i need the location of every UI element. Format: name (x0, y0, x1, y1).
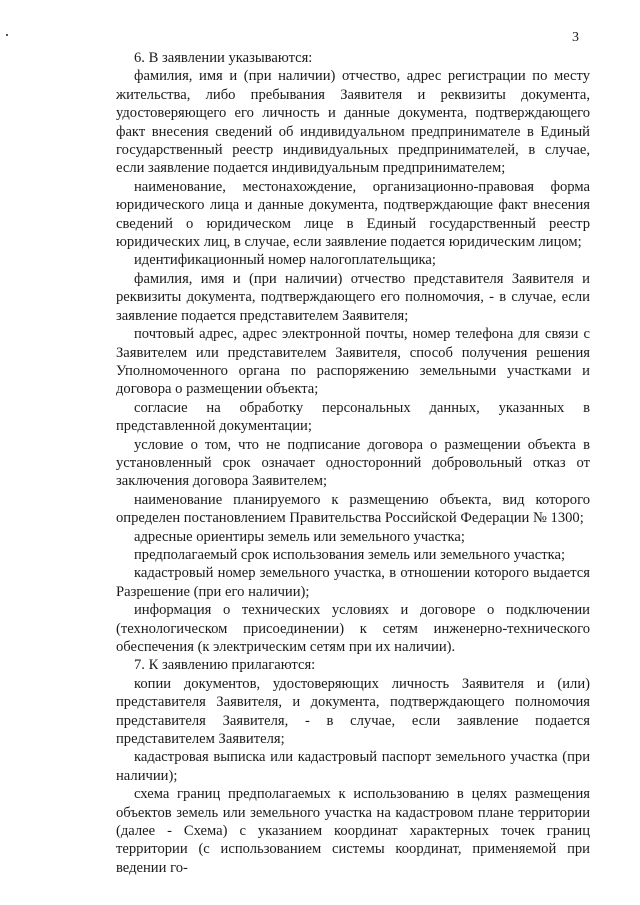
section-7-heading: 7. К заявлению прилагаются: (134, 657, 316, 674)
page-number: 3 (572, 30, 579, 45)
item-contacts: почтовый адрес, адрес электронной почты, номер телефона для связи с Заявителем или представителем Заявителя, способ получения решения Уполномоченного органа по распоряжению земельными участками и договора о размещении объекта; (116, 326, 590, 398)
attachment-boundary-scheme: схема границ предполагаемых к использованию в целях размещения объектов земель или земельного участка на кадастровом плане территории (далее - Схема) с указанием координат характерных точек границ территории (с использованием системы координат, применяемой при ведении го- (116, 786, 590, 876)
section-6-heading: 6. В заявлении указываются: (134, 50, 313, 66)
item-cadastral-number: кадастровый номер земельного участка, в отношении которого выдается Разрешение (при его наличии); (116, 565, 590, 600)
document-body (116, 49, 590, 877)
item-personal-data-consent: согласие на обработку персональных данных, указанных в представленной документации; (116, 399, 590, 435)
attachment-identity-copies: копии документов, удостоверяющих личность Заявителя и (или) представителя Заявителя, и документа, подтверждающего полномочия представителя Заявителя, - в случае, если заявление подается представителем Заявителя; (116, 675, 590, 748)
item-technical-conditions: информация о технических условиях и договоре о подключении (технологическом присоединении) к сетям инженерно-технического обеспечения (к электрическим сетям при их наличии). (116, 602, 590, 655)
item-applicant-individual: фамилия, имя и (при наличии) отчество, адрес регистрации по месту жительства, либо пребывания Заявителя и реквизиты документа, удостоверяющего его личность и данные документа, подтверждающего факт внесения сведений об индивидуальном предпринимателе в Единый государственный реестр индивидуальных предпринимателей, в случае, если заявление подается индивидуальным предпринимателем; (116, 68, 590, 177)
item-representative: фамилия, имя и (при наличии) отчество представителя Заявителя и реквизиты документа, подтверждающего его полномочия, - в случае, если заявление подается представителем Заявителя; (116, 270, 590, 324)
attachment-cadastral-extract: кадастровая выписка или кадастровый паспорт земельного участка (при наличии); (116, 749, 590, 784)
margin-mark (6, 34, 8, 36)
item-address-landmarks: адресные ориентиры земель или земельного участка; (134, 528, 465, 545)
item-contract-condition: условие о том, что не подписание договора о размещении объекта в установленный срок означает односторонний добровольный отказ от заключения договора Заявителем; (116, 436, 590, 490)
item-usage-term: предполагаемый срок использования земель или земельного участка; (134, 546, 566, 563)
item-taxpayer-id: идентификационный номер налогоплательщика; (134, 252, 436, 269)
item-legal-entity: наименование, местонахождение, организационно-правовая форма юридического лица и данные документа, подтверждающие факт внесения сведений о юридическом лице в Единый государственный реестр юридических лиц, в случае, если заявление подается юридическим лицом; (116, 178, 590, 251)
item-object-name: наименование планируемого к размещению объекта, вид которого определен постановлением Правительства Российской Федерации № 1300; (116, 491, 590, 527)
